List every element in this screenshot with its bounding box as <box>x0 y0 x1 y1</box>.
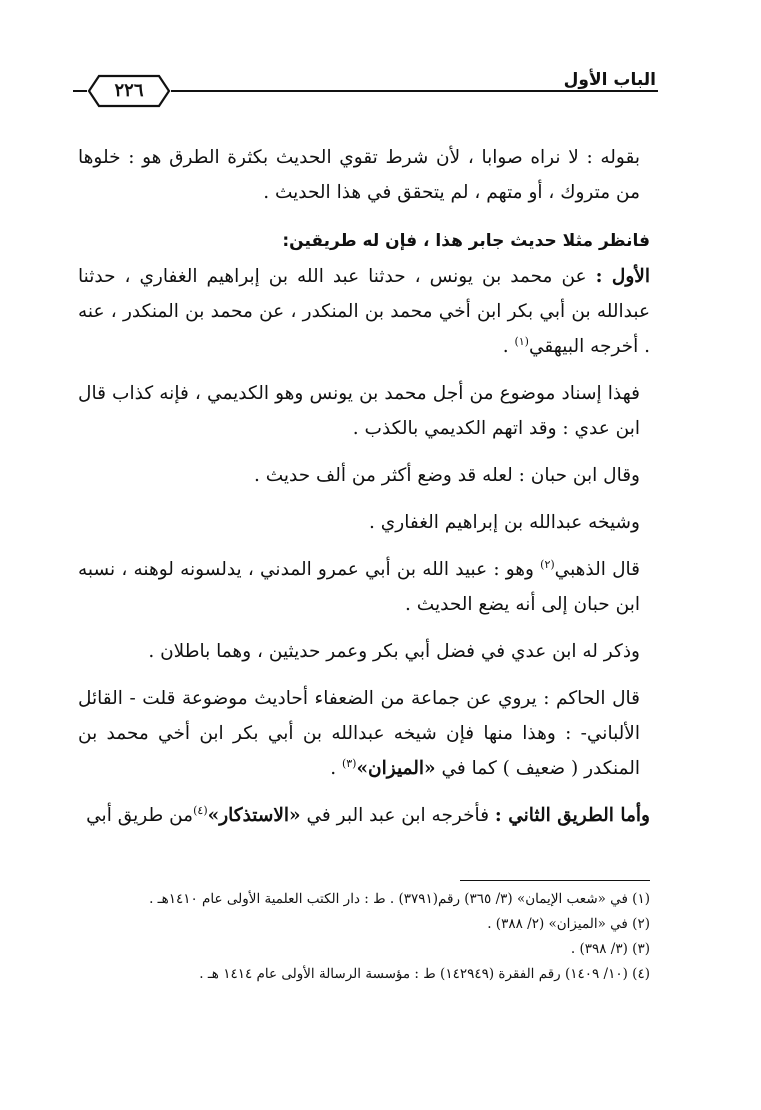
footnote-4: (٤) (١٠/ ١٤٠٩) رقم الفقرة (١٤٢٩٤٩) ط : مؤسسة الرسالة الأولى عام ١٤١٤ هـ . <box>199 966 650 982</box>
book-title-istidhkar: «الاستذكار» <box>207 805 301 826</box>
page-number: ٢٢٦ <box>114 80 144 101</box>
paragraph-dhahabi <box>78 552 650 622</box>
dhahabi-text-a: قال الذهبي <box>554 559 640 580</box>
first-route-label: الأول : <box>595 266 650 287</box>
paragraph-hakim <box>78 681 650 786</box>
paragraph-ibn-adi: وذكر له ابن عدي في فضل أبي بكر وعمر حديثين ، وهما باطلان . <box>148 641 640 662</box>
paragraph-intro: بقوله : لا نراه صوابا ، لأن شرط تقوي الحديث بكثرة الطرق هو : خلوها من متروك ، أو متهم ، لم يتحقق في هذا الحديث . <box>78 147 640 203</box>
footnote-ref-3[interactable]: (٣) <box>341 756 357 770</box>
footnote-ref-2[interactable]: (٢) <box>540 557 555 571</box>
paragraph-second-route <box>78 798 650 833</box>
paragraph-ibn-hibban: وقال ابن حبان : لعله قد وضع أكثر من ألف حديث . <box>253 465 640 486</box>
second-route-text-b: من طريق أبي <box>86 805 194 826</box>
page-header <box>73 62 658 122</box>
first-route-text: عن محمد بن يونس ، حدثنا عبد الله بن إبراهيم الغفاري ، حدثنا عبدالله بن أبي بكر ابن أخي محمد بن المنكدر ، عن محمد بن المنكدر ، عنه . أخرجه البيهقي <box>78 266 650 357</box>
paragraph-isnad: فهذا إسناد موضوع من أجل محمد بن يونس وهو الكديمي ، فإنه كذاب قال ابن عدي : وقد اتهم الكديمي بالكذب . <box>78 383 640 439</box>
footnote-2: (٢) في «الميزان» (٢/ ٣٨٨) . <box>487 916 650 932</box>
section-heading: فانظر مثلا حديث جابر هذا ، فإن له طريقين: <box>282 231 650 251</box>
footnote-1: (١) في «شعب الإيمان» (٣/ ٣٦٥) رقم(٣٧٩١) . ط : دار الكتب العلمية الأولى عام ١٤١٠هـ . <box>149 891 650 907</box>
footnotes-section <box>78 880 650 987</box>
hakim-text: قال الحاكم : يروي عن جماعة من الضعفاء أحاديث موضوعة قلت - القائل الألباني- : وهذا منها فإن شيخه عبدالله بن أبي بكر ابن أخي محمد بن المنكدر ( ضعيف ) كما في <box>78 688 640 779</box>
book-title-mizan: «الميزان» <box>356 758 436 779</box>
footnote-rule <box>460 880 650 881</box>
second-route-text-a: فأخرجه ابن عبد البر في <box>300 805 495 826</box>
first-route-end: . <box>502 336 515 357</box>
paragraph-first-route <box>78 259 650 364</box>
footnote-ref-1[interactable]: (١) <box>514 334 529 348</box>
dhahabi-text-b: وهو : عبيد الله بن أبي عمرو المدني ، يدلسونه لوهنه ، نسبه ابن حبان إلى أنه يضع الحديث . <box>78 559 640 615</box>
page-body <box>78 140 650 833</box>
paragraph-sheikh: وشيخه عبدالله بن إبراهيم الغفاري . <box>369 512 640 533</box>
footnote-ref-4[interactable]: (٤) <box>193 803 208 817</box>
chapter-title: الباب الأول <box>563 70 656 90</box>
footnote-3: (٣) (٣/ ٣٩٨) . <box>570 941 650 957</box>
second-route-label: وأما الطريق الثاني : <box>494 805 650 826</box>
hakim-end: . <box>330 758 342 779</box>
page-number-badge <box>87 74 171 108</box>
